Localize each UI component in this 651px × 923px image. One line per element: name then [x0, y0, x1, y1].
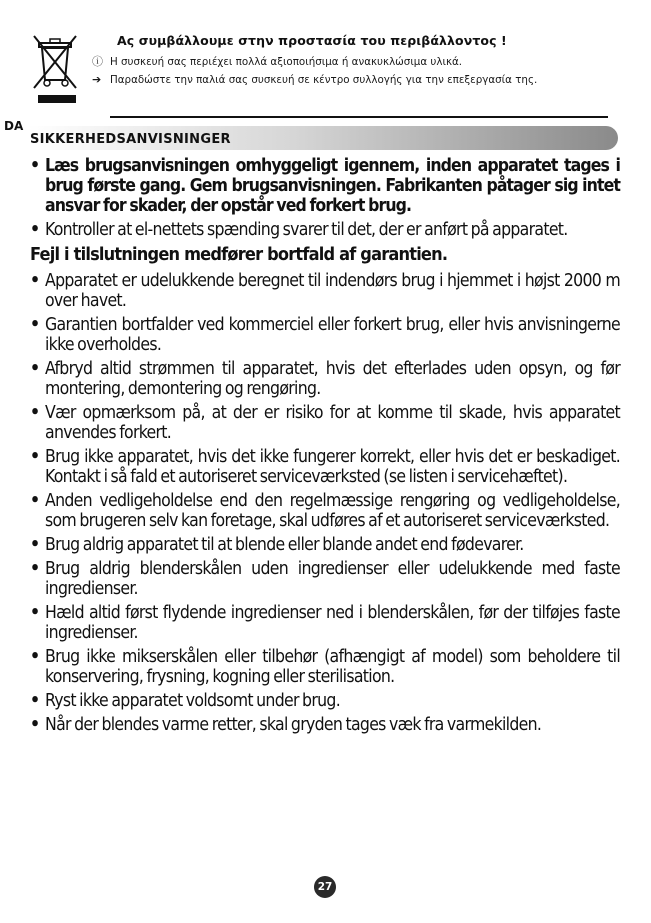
- list-item: • Brug aldrig blenderskålen uden ingredienser eller udelukkende med faste ingredienser.: [30, 559, 620, 599]
- safety-instructions: [30, 156, 620, 739]
- list-item: • Apparatet er udelukkende beregnet til indendørs brug i hjemmet i højst 2000 m over havet.: [30, 271, 620, 311]
- language-code: DA: [4, 119, 24, 133]
- list-item: • Ryst ikke apparatet voldsomt under brug.: [30, 691, 620, 711]
- list-item: • Læs brugsanvisningen omhyggeligt igennem, inden apparatet tages i brug første gang. Gem brugsanvisningen. Fabrikanten påtager sig intet ansvar for skader, der opstår ved forkert brug.: [30, 156, 620, 216]
- list-item: • Brug aldrig apparatet til at blende eller blande andet end fødevarer.: [30, 535, 620, 555]
- environment-line-text: Παραδώστε την παλιά σας συσκευή σε κέντρο συλλογής για την επεξεργασία της.: [110, 74, 538, 86]
- warranty-warning: Fejl i tilslutningen medfører bortfald af garantien.: [30, 244, 448, 265]
- crossed-out-bin-icon: [30, 30, 80, 104]
- environment-line-text: Η συσκευή σας περιέχει πολλά αξιοποιήσιμα ή ανακυκλώσιμα υλικά.: [110, 56, 463, 68]
- section-title: SIKKERHEDSANVISNINGER: [30, 132, 231, 147]
- info-icon: ⓘ: [92, 55, 103, 68]
- instruction-group-2: [30, 271, 620, 735]
- list-item: • Når der blendes varme retter, skal gryden tages væk fra varmekilden.: [30, 715, 620, 735]
- instruction-group-1: [30, 156, 620, 240]
- list-item: • Hæld altid først flydende ingredienser ned i blenderskålen, før der tilføjes faste ingredienser.: [30, 603, 620, 643]
- list-item: • Brug ikke apparatet, hvis det ikke fungerer korrekt, eller hvis det er beskadiget. Kontakt i så fald et autoriseret serviceværksted (se listen i servicehæftet).: [30, 447, 620, 487]
- page-number: 27: [314, 876, 336, 898]
- list-item: • Garantien bortfalder ved kommerciel eller forkert brug, eller hvis anvisningerne ikke overholdes.: [30, 315, 620, 355]
- list-item: • Brug ikke mikserskålen eller tilbehør (afhængigt af model) som beholdere til konservering, frysning, kogning eller sterilisation.: [30, 647, 620, 687]
- environment-line-recyclable: [92, 53, 462, 69]
- environment-line-collection: [92, 73, 537, 86]
- divider: [110, 116, 608, 118]
- list-item: • Anden vedligeholdelse end den regelmæssige rengøring og vedligeholdelse, som brugeren selv kan foretage, skal udføres af et autoriseret serviceværksted.: [30, 491, 620, 531]
- list-item: • Afbryd altid strømmen til apparatet, hvis det efterlades uden opsyn, og før montering, demontering og rengøring.: [30, 359, 620, 399]
- list-item: • Kontroller at el-nettets spænding svarer til det, der er anført på apparatet.: [30, 220, 620, 240]
- list-item: • Vær opmærksom på, at der er risiko for at komme til skade, hvis apparatet anvendes forkert.: [30, 403, 620, 443]
- environment-title: Ας συμβάλλουμε στην προστασία του περιβάλλοντος !: [117, 33, 507, 48]
- arrow-right-icon: ➔: [92, 73, 102, 86]
